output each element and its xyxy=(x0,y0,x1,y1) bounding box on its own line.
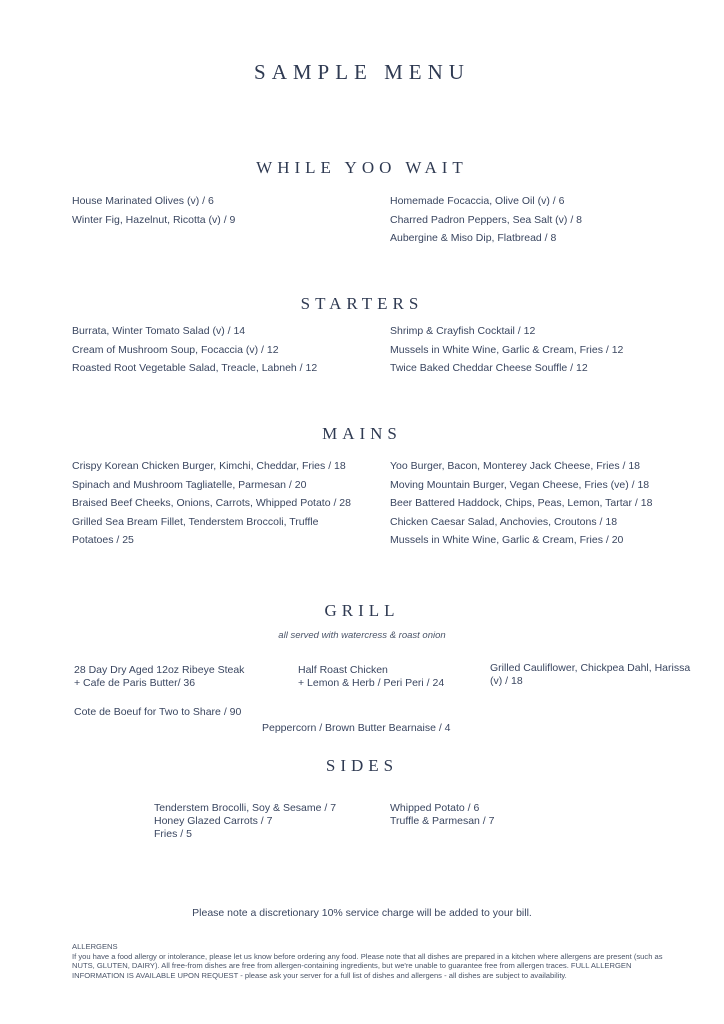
sides-right-column xyxy=(390,802,494,828)
service-charge-note: Please note a discretionary 10% service charge will be added to your bill. xyxy=(192,907,532,919)
allergen-info xyxy=(72,942,672,980)
grill-item-ribeye xyxy=(74,664,244,690)
grill-item-cote-de-boeuf: Cote de Boeuf for Two to Share / 90 xyxy=(74,706,242,718)
menu-item: Honey Glazed Carrots / 7 xyxy=(154,815,273,827)
menu-item: Moving Mountain Burger, Vegan Cheese, Fries (ve) / 18 xyxy=(390,478,650,491)
grill-item-chicken xyxy=(298,664,444,690)
menu-item: Fries / 5 xyxy=(154,828,192,840)
section-heading-mains: MAINS xyxy=(322,424,402,443)
section-heading-starters: STARTERS xyxy=(300,294,424,313)
grill-sauce-line: Peppercorn / Brown Butter Bearnaise / 4 xyxy=(262,722,451,734)
menu-title: SAMPLE MENU xyxy=(254,60,470,84)
grill-item-chicken-price: + Lemon & Herb / Peri Peri / 24 xyxy=(298,677,445,689)
menu-item: Twice Baked Cheddar Cheese Souffle / 12 xyxy=(390,362,588,374)
menu-item: Beer Battered Haddock, Chips, Peas, Lemon, Tartar / 18 xyxy=(390,497,653,509)
menu-item: Cream of Mushroom Soup, Focaccia (v) / 12 xyxy=(72,343,279,356)
menu-item: Potatoes / 25 xyxy=(72,534,134,546)
menu-item: Grilled Sea Bream Fillet, Tenderstem Broccoli, Truffle xyxy=(72,515,319,528)
menu-item: Mussels in White Wine, Garlic & Cream, Fries / 12 xyxy=(390,343,624,356)
allergen-heading: ALLERGENS xyxy=(72,942,118,951)
menu-item: Tenderstem Brocolli, Soy & Sesame / 7 xyxy=(154,802,337,814)
mains-right-column xyxy=(390,460,652,553)
menu-item: Aubergine & Miso Dip, Flatbread / 8 xyxy=(390,232,557,244)
grill-item-cauliflower xyxy=(490,662,690,688)
menu-item: Roasted Root Vegetable Salad, Treacle, Labneh / 12 xyxy=(72,362,318,374)
wait-left-column xyxy=(72,195,235,232)
menu-item: Mussels in White Wine, Garlic & Cream, Fries / 20 xyxy=(390,534,624,546)
menu-item: Charred Padron Peppers, Sea Salt (v) / 8 xyxy=(390,213,583,226)
grill-item-cauliflower-name: Grilled Cauliflower, Chickpea Dahl, Harissa xyxy=(490,662,691,674)
grill-item-chicken-name: Half Roast Chicken xyxy=(298,664,388,676)
grill-item-cauliflower-price: (v) / 18 xyxy=(490,675,523,687)
menu-item: Chicken Caesar Salad, Anchovies, Croutons / 18 xyxy=(390,515,618,528)
menu-item: Winter Fig, Hazelnut, Ricotta (v) / 9 xyxy=(72,213,236,226)
menu-item: Truffle & Parmesan / 7 xyxy=(390,815,495,827)
menu-item: Braised Beef Cheeks, Onions, Carrots, Whipped Potato / 28 xyxy=(72,497,351,509)
grill-item-ribeye-price: + Cafe de Paris Butter/ 36 xyxy=(74,677,196,689)
section-heading-grill: GRILL xyxy=(324,601,400,620)
starters-left-column xyxy=(72,325,317,381)
menu-item: Crispy Korean Chicken Burger, Kimchi, Cheddar, Fries / 18 xyxy=(72,460,346,472)
starters-right-column xyxy=(390,325,623,381)
menu-item: Yoo Burger, Bacon, Monterey Jack Cheese, Fries / 18 xyxy=(390,460,640,472)
allergen-text: If you have a food allergy or intolerance, please let us know before ordering any food. Please note that all dishes are prepared in a kitchen where allergens are present (such as NUTS, GLUTEN, DAIRY). All free-from dishes are free from allergen-containing ingredients, but we're unable to guarantee free from allergen traces. FULL ALLERGEN INFORMATION IS AVAILABLE UPON REQUEST - please ask your server for a full list of dishes and allergens - all dishes are subject to availability. xyxy=(72,951,663,980)
menu-item: House Marinated Olives (v) / 6 xyxy=(72,195,214,207)
sides-left-column xyxy=(154,802,336,841)
mains-left-column xyxy=(72,460,351,553)
menu-item: Homemade Focaccia, Olive Oil (v) / 6 xyxy=(390,195,565,207)
grill-subtitle: all served with watercress & roast onion xyxy=(278,630,446,641)
section-heading-wait: WHILE YOO WAIT xyxy=(256,158,468,177)
section-heading-sides: SIDES xyxy=(325,756,399,775)
wait-right-column xyxy=(390,195,582,251)
grill-item-ribeye-name: 28 Day Dry Aged 12oz Ribeye Steak xyxy=(74,664,245,676)
menu-item: Spinach and Mushroom Tagliatelle, Parmesan / 20 xyxy=(72,478,307,491)
menu-item: Shrimp & Crayfish Cocktail / 12 xyxy=(390,325,536,337)
menu-item: Burrata, Winter Tomato Salad (v) / 14 xyxy=(72,325,246,337)
menu-item: Whipped Potato / 6 xyxy=(390,802,480,814)
